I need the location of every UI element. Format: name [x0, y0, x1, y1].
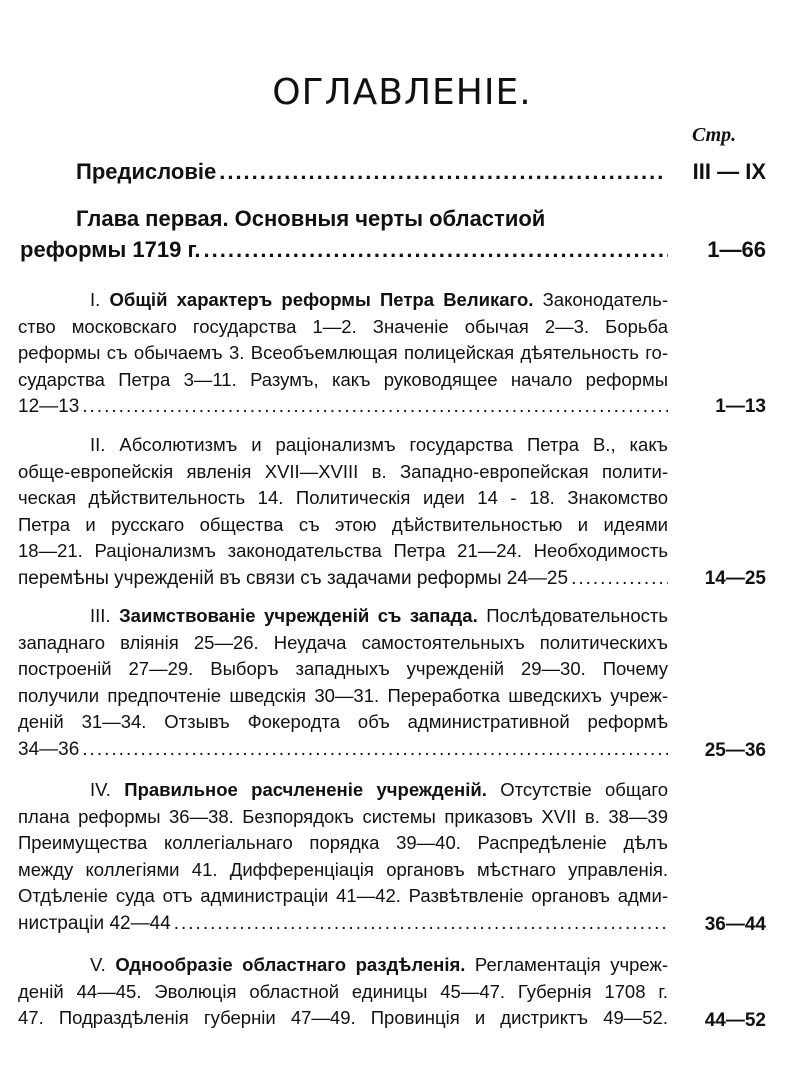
section-line: деній 44—45. Эволюція областной единицы 45—47. Губернія 1708 г. [18, 980, 668, 1002]
section-line: Преимущества коллегіальнаго порядка 39—40. Распредѣленіе дѣлъ [18, 832, 668, 853]
leader-dots [571, 565, 668, 593]
toc-section-5[interactable] [18, 952, 668, 1032]
toc-section-4[interactable] [18, 777, 668, 938]
leader-dots [82, 736, 668, 764]
section-line: обще-европейскія явленія XVII—XVIII в. Западно-европейская полити- [18, 460, 668, 482]
section-line: между коллегіями 41. Дифференціація органовъ мѣстнаго управленія. [18, 858, 668, 880]
toc-section-1[interactable] [18, 287, 668, 421]
section-line: построеній 27—29. Выборъ западныхъ учрежденій 29—30. Почему [18, 658, 668, 679]
leader-dots [82, 393, 668, 421]
section-line: III. Заимствованіе учрежденій съ запада. Послѣдовательность [90, 605, 669, 626]
toc-section-5-pages: 44—52 [704, 1010, 766, 1031]
leader-dots [174, 910, 668, 938]
section-line: I. Общій характеръ реформы Петра Великаго. Законодатель- [90, 289, 668, 310]
section-line: реформы съ обычаемъ 3. Всеобъемлющая полицейская дѣятельность го- [18, 342, 668, 363]
section-line: IV. Правильное расчлененіе учрежденій. Отсутствіе общаго [90, 779, 668, 800]
toc-preface-row[interactable] [76, 158, 666, 186]
section-line: ство московскаго государства 1—2. Значеніе обычая 2—3. Борьба [18, 315, 668, 337]
section-line: 12—13 [18, 396, 80, 417]
section-line: деній 31—34. Отзывъ Фокеродта объ административной реформѣ [18, 711, 668, 732]
section-line: получили предпочтеніе шведскія 30—31. Переработка шведскихъ учреж- [18, 684, 668, 706]
section-line: Петра и русскаго общества съ этою дѣйствительностью и идеями [18, 513, 668, 535]
section-line: перемѣны учрежденій въ связи съ задачами реформы 24—25 [18, 567, 569, 589]
toc-preface-label: Предисловіе [76, 159, 217, 184]
section-line: 47. Подраздѣленія губерніи 47—49. Провинція и дистриктъ 49—52. [18, 1007, 668, 1028]
toc-section-1-pages: 1—13 [715, 396, 766, 417]
section-line: нистраціи 42—44 [18, 912, 171, 934]
toc-section-3[interactable] [18, 603, 668, 764]
section-line: сударства Петра 3—11. Разумъ, какъ руководящее начало реформы [18, 368, 668, 390]
page-title: ОГЛАВЛЕНІЕ. [272, 72, 532, 113]
toc-chapter-line2[interactable]: реформы 1719 г. ..... [20, 236, 668, 264]
toc-section-3-pages: 25—36 [704, 740, 766, 761]
toc-chapter-line1[interactable]: Глава первая. Основныя черты областиой [76, 206, 546, 231]
page-column-label: Стр. [692, 124, 737, 146]
section-line: западнаго вліянія 25—26. Неудача самостоятельныхъ политическихъ [18, 631, 668, 653]
section-line: Отдѣленіе суда отъ администраціи 41—42. Развѣтвленіе органовъ адми- [18, 885, 668, 906]
leader-dots [219, 158, 666, 186]
section-line: ческая дѣйствительность 14. Политическія идеи 14 - 18. Знакомство [18, 487, 668, 508]
toc-preface-pages: III — IX [692, 159, 766, 184]
toc-section-2-pages: 14—25 [704, 568, 766, 589]
section-line: V. Однообразіе областнаго раздѣленія. Регламентація учреж- [90, 954, 668, 975]
section-line: 34—36 [18, 738, 80, 760]
section-line: 18—21. Раціонализмъ законодательства Петра 21—24. Необходимость [18, 540, 668, 561]
section-line: II. Абсолютизмъ и раціонализмъ государства Петра В., какъ [90, 434, 668, 455]
toc-section-2[interactable] [18, 432, 668, 593]
toc-section-4-pages: 36—44 [704, 914, 766, 935]
leader-dots [204, 236, 668, 264]
toc-chapter-pages: 1—66 [707, 237, 766, 262]
section-line: плана реформы 36—38. Безпорядокъ системы приказовъ XVII в. 38—39 [18, 805, 668, 827]
